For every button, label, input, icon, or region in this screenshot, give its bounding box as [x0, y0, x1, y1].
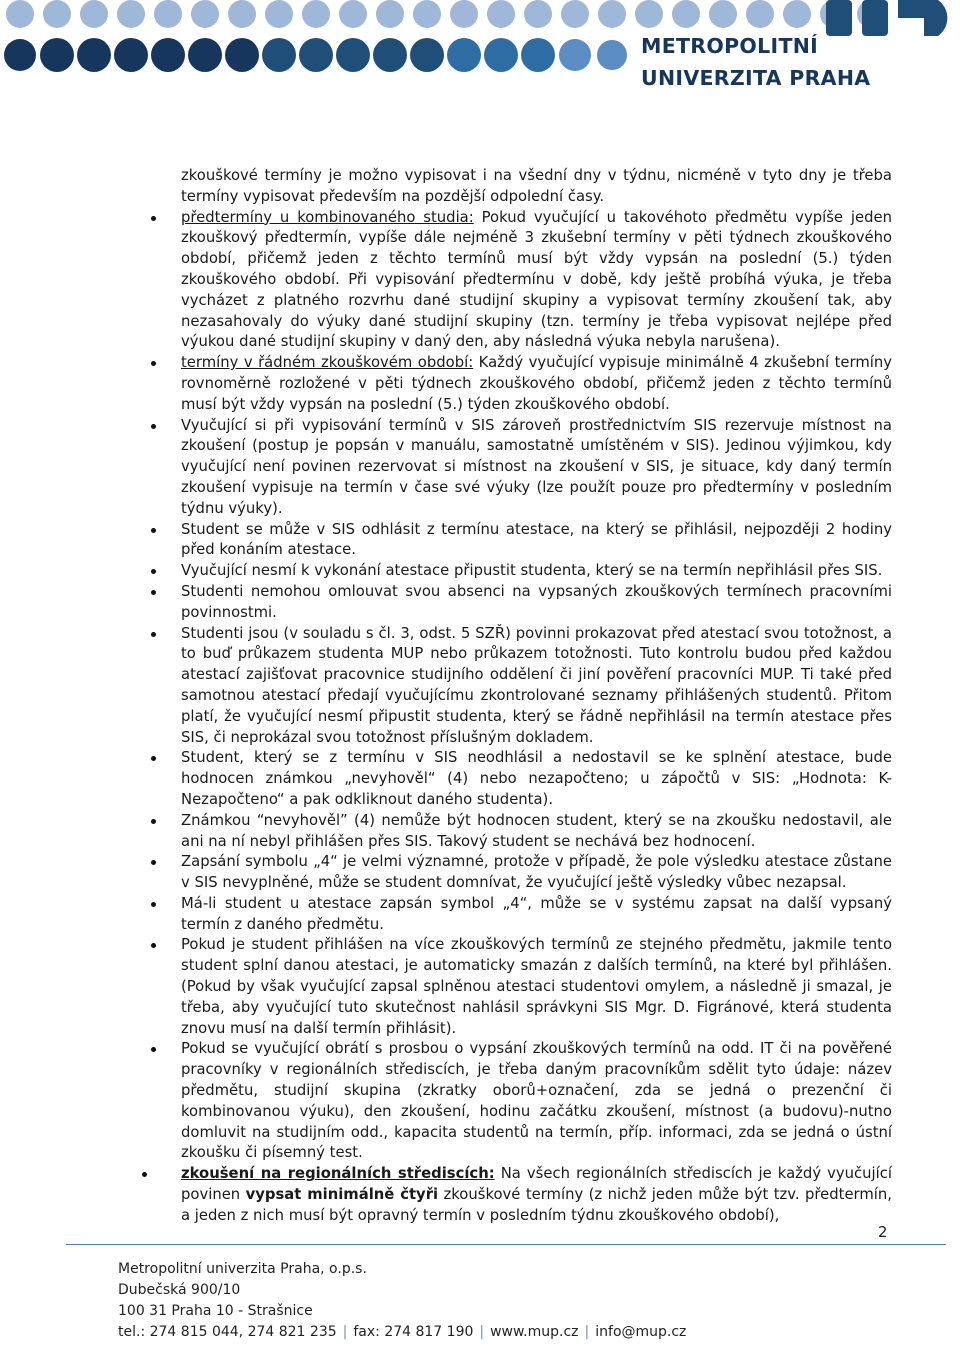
- header-dot: [154, 0, 182, 28]
- rules-list: [148, 208, 892, 1227]
- footer-street: Dubečská 900/10: [118, 1282, 241, 1298]
- header-dot: [299, 38, 333, 72]
- item-heading: zkoušení na regionálních střediscích:: [181, 1165, 495, 1183]
- footer-org: Metropolitní univerzita Praha, o.p.s.: [118, 1261, 367, 1277]
- header-dot: [376, 0, 404, 28]
- header-dot: [228, 0, 256, 28]
- header-dot: [117, 0, 145, 28]
- header-dot: [265, 0, 293, 28]
- footer-city: 100 31 Praha 10 - Strašnice: [118, 1303, 313, 1319]
- header-dot: [598, 0, 626, 28]
- header-dot: [709, 0, 737, 28]
- header-dot: [672, 0, 700, 28]
- list-item: Studenti nemohou omlouvat svou absenci na vypsaných zkouškových termínech pracovními povinnostmi.: [148, 582, 892, 624]
- brand-name-line1: METROPOLITNÍ: [641, 34, 819, 58]
- document-body: [148, 166, 892, 1227]
- header-dot: [635, 0, 663, 28]
- footer-separator: |: [584, 1324, 590, 1340]
- item-text: Pokud vyučující u takovéhoto předmětu vypíše jeden zkouškový předtermín, vypíše dále nejméně 3 zkušební termíny v pěti týdnech zkouškového období, přičemž jeden z těchto termínů musí být vždy vypsán na poslední (5.) týden zkouškového období. Při vypisování předtermínu v době, kdy ještě probíhá výuka, je třeba vycházet z platného rozvrhu dané studijní skupiny a vypisovat termíny zkoušení tak, aby nezasahovaly do výuky dané studijní skupiny (tzn. termíny je třeba vypisovat nejlépe před výukou dané studijní skupiny v daný den, aby následná výuka nebyla narušena).: [181, 208, 892, 351]
- footer-tel: tel.: 274 815 044, 274 821 235: [118, 1324, 337, 1340]
- header-dot: [450, 0, 478, 28]
- header-dot: [40, 38, 74, 72]
- header-dot: [336, 38, 370, 72]
- header-dot-row: [0, 0, 960, 120]
- list-item: [142, 1164, 892, 1226]
- header-dot: [262, 38, 296, 72]
- header-dot: [561, 0, 589, 28]
- header-dot: [521, 38, 555, 72]
- list-item: Vyučující si při vypisování termínů v SIS zároveň prostřednictvím SIS rezervuje místnost na zkoušení (postup je popsán v manuálu, samostatně umístěném v SIS). Jedinou výjimkou, kdy vyučující není povinen rezervovat si místnost na zkoušení v SIS, je situace, kdy daný termín zkoušení vypisuje na termín v čase své výuky (lze použít pouze pro předtermíny v posledním týdnu výuky).: [148, 416, 892, 520]
- page-number: 2: [878, 1224, 888, 1241]
- footer-separator: |: [479, 1324, 485, 1340]
- header-dot: [302, 0, 330, 28]
- list-item: Má-li student u atestace zapsán symbol „4“, může se v systému zapsat na další vypsaný termín z daného předmětu.: [148, 894, 892, 936]
- header-dot: [447, 38, 481, 72]
- header-dot: [77, 38, 111, 72]
- header-dot: [114, 38, 148, 72]
- header-dot: [188, 38, 222, 72]
- header-dot: [484, 38, 518, 72]
- header-dot: [151, 38, 185, 72]
- item-text: Každý vyučující vypisuje minimálně 4 zkušební termíny rovnoměrně rozložené v pěti týdnech zkouškového období, přičemž jeden z těchto termínů musí být vždy vypsán na poslední (5.) týden zkouškového období.: [181, 354, 892, 413]
- header-dot: [559, 39, 591, 71]
- list-item: Známkou “nevyhověl” (4) nemůže být hodnocen student, který se na zkoušku nedostavil, ale ani na ní nebyl přihlášen přes SIS. Takový student se nechává bez hodnocení.: [148, 811, 892, 853]
- header-dot: [373, 38, 407, 72]
- brand-name-line2: UNIVERZITA PRAHA: [641, 66, 871, 90]
- list-item: Zapsání symbolu „4“ je velmi významné, protože v případě, že pole výsledku atestace zůstane v SIS nevyplněné, může se student domnívat, že vyučující ještě výsledky vůbec nezapsal.: [148, 852, 892, 894]
- list-item: Pokud je student přihlášen na více zkouškových termínů ze stejného předmětu, jakmile tento student splní danou atestaci, je automaticky smazán z dalších termínů, na které byl přihlášen. (Pokud by však vyučující zapsal splněnou atestaci studentovi omylem, a následně ji smazal, je třeba, aby vyučující tuto skutečnost nahlásil správkyni SIS Mgr. D. Figránové, která studenta znovu musí na další termín přihlásit).: [148, 935, 892, 1039]
- item-text: Na všech regionálních střediscích je každý vyučující povinen: [181, 1165, 893, 1204]
- list-item: Student, který se z termínu v SIS neodhlásil a nedostavil se ke splnění atestace, bude hodnocen známkou „nevyhověl“ (4) nebo nezapočteno; u zápočtů v SIS: „Hodnota: K- Nezapočteno“ a pak odkliknout daného studenta).: [148, 748, 892, 810]
- item-heading: předtermíny u kombinovaného studia:: [181, 208, 474, 226]
- footer-address: [118, 1259, 686, 1343]
- logo-mark-stroke-2: [862, 0, 888, 36]
- item-emphasis: vypsat minimálně čtyři: [245, 1186, 439, 1204]
- list-item: [148, 208, 892, 354]
- header-dot: [225, 38, 259, 72]
- header-dot: [6, 0, 34, 28]
- header-dot: [4, 39, 36, 71]
- header-dot: [43, 0, 71, 28]
- footer-contacts: [118, 1322, 686, 1343]
- header-dot: [339, 0, 367, 28]
- item-heading: termíny v řádném zkouškovém období:: [181, 354, 474, 372]
- logo-mark-p: [898, 0, 947, 36]
- footer-email-link[interactable]: info@mup.cz: [595, 1324, 687, 1340]
- footer-separator: |: [342, 1324, 348, 1340]
- header-dot: [783, 0, 811, 28]
- header-dot: [597, 40, 627, 70]
- header-dot: [410, 38, 444, 72]
- header-dot: [413, 0, 441, 28]
- list-item: Student se může v SIS odhlásit z termínu atestace, na který se přihlásil, nejpozději 2 hodiny před konáním atestace.: [148, 520, 892, 562]
- list-item: Studenti jsou (v souladu s čl. 3, odst. 5 SZŘ) povinni prokazovat před atestací svou totožnost, a to buď průkazem studenta MUP nebo průkazem totožnosti. Tuto kontrolu budou před každou atestací zajišťovat pracovnice studijního oddělení či jiní pověření pracovníci MUP. Ti také před samotnou atestací předají vyučujícímu zkontrolované seznamy přihlášených studentů. Přitom platí, že vyučující nesmí připustit studenta, který se řádně nepřihlásil na termín atestace přes SIS, či neprokázal svou totožnost příslušným dokladem.: [148, 624, 892, 749]
- header-dot: [487, 0, 515, 28]
- logo-mark-stroke-1: [826, 0, 852, 36]
- footer-fax: fax: 274 817 190: [353, 1324, 474, 1340]
- header-dot: [524, 0, 552, 28]
- footer-divider: [66, 1244, 946, 1245]
- mup-logo-icon: [818, 0, 960, 36]
- header-dot: [746, 0, 774, 28]
- header-dot: [80, 0, 108, 28]
- item-text: zkouškové termíny (z nichž jeden může být tzv. předtermín, a jeden z nich musí být opravný termín v posledním týdnu zkouškového období),: [181, 1186, 892, 1224]
- list-item: Vyučující nesmí k vykonání atestace připustit studenta, který se na termín nepřihlásil přes SIS.: [148, 561, 892, 582]
- list-item: [148, 353, 892, 415]
- footer-web-link[interactable]: www.mup.cz: [490, 1324, 579, 1340]
- header-dot: [191, 0, 219, 28]
- intro-paragraph: zkouškové termíny je možno vypisovat i na všední dny v týdnu, nicméně v tyto dny je třeba termíny vypisovat především na pozdější odpolední časy.: [181, 167, 892, 205]
- list-item: Pokud se vyučující obrátí s prosbou o vypsání zkouškových termínů na odd. IT či na pověřené pracovníky v regionálních střediscích, je třeba daným pracovníkům sdělit tyto údaje: název předmětu, studijní skupina (zkratky oborů+označení, zda se jedná o prezenční či kombinovanou výuku), den zkoušení, hodinu začátku zkoušení, místnost (a budovu)-nutno domluvit na studijním odd., kapacita studentů na termín, příp. informaci, zda se jedná o ústní zkoušku či písemný test.: [148, 1039, 892, 1164]
